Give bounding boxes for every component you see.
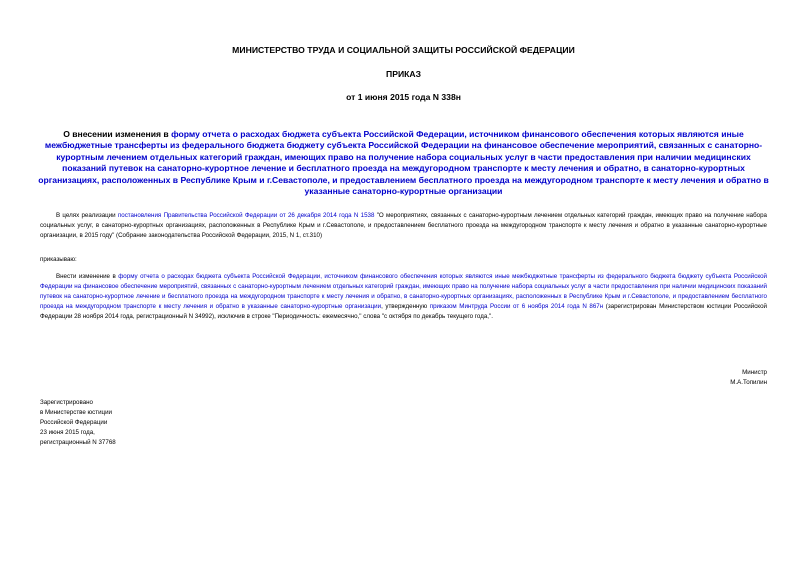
document-type: ПРИКАЗ [386,69,421,79]
body-suffix: (зарегистрирован Министерством юстиции Российской Федерации 28 ноября 2014 года, регистрационный N 34992), исключив в строке "Периодичность: ежемесячно," слова "с октября по декабрь текущего года,". [40,303,767,321]
preamble-resolution-link[interactable]: постановления Правительства Российской Федерации от 26 декабря 2014 года N 1538 [117,212,375,219]
order-verb: приказываю: [40,256,77,263]
body-form-link[interactable]: форму отчета о расходах бюджета субъекта Российской Федерации, источником финансового обеспечения которых являются иные межбюджетные трансферты из федерального бюджета бюджету субъекта Российской Федерации на финансовое обеспечение мероприятий, связанных с санаторно-курортным лечением отдельных категорий граждан, имеющих право на получение набора социальных услуг в части предоставления при наличии медицинских показаний путевок на санаторно-курортное лечение и бесплатного проезда на междугородном транспорте к месту лечения и обратно, в санаторно-курортных организациях, расположенных в Республике Крым и г.Севастополе, и предоставлением бесплатного проезда на междугородном транспорте к месту лечения и обратно в указанные санаторно-курортные организации [40,273,767,311]
registration-line: Зарегистрировано [40,399,93,406]
signature-block [730,368,767,388]
document-title [33,129,774,197]
ministry-name: МИНИСТЕРСТВО ТРУДА И СОЦИАЛЬНОЙ ЗАЩИТЫ РОССИЙСКОЙ ФЕДЕРАЦИИ [232,45,575,55]
signature-name: М.А.Топилин [730,379,767,386]
preamble-suffix: "О мероприятиях, связанных с санаторно-курортным лечением отдельных категорий граждан, имеющих право на получение набора социальных услуг, в санаторно-курортных организациях, расположенных в Республике Крым и г.Севастополе, и предоставлением бесплатного проезда на междугородном транспорте к месту лечения и обратно в указанные санаторно-курортные организации, в 2015 году" (Собрание законодательства Российской Федерации, 2015, N 1, ст.310) [40,212,767,239]
registration-line: регистрационный N 37768 [40,439,116,446]
registration-line: 23 июня 2015 года, [40,429,95,436]
preamble-paragraph [40,211,767,241]
body-prefix: Внести изменение в [56,273,119,280]
signature-position: Министр [742,369,767,376]
preamble-prefix: В целях реализации [56,212,118,219]
order-body-paragraph [40,272,767,322]
registration-block [40,398,116,448]
title-form-link[interactable]: форму отчета о расходах бюджета субъекта Российской Федерации, источником финансового обеспечения которых являются иные межбюджетные трансферты из федерального бюджета бюджету субъекта Российской Федерации на финансовое обеспечение мероприятий, связанных с санаторно-курортным лечением отдельных категорий граждан, имеющих право на получение набора социальных услуг в части предоставления при наличии медицинских показаний путевок на санаторно-курортное лечение и бесплатного проезда на междугородном транспорте к месту лечения и обратно, в санаторно-курортных организациях, расположенных в Республике Крым и г.Севастополе, и предоставлением бесплатного проезда на междугородном транспорте к месту лечения и обратно в указанные санаторно-курортные организации [38,129,769,197]
body-middle: , утвержденную [381,303,430,311]
title-prefix: О внесении изменения в [63,129,172,139]
registration-line: Российской Федерации [40,419,108,426]
document-date-number: от 1 июня 2015 года N 338н [346,92,461,102]
body-order-link[interactable]: приказом Минтруда России от 6 ноября 2014 года N 867н [429,303,604,311]
registration-line: в Министерстве юстиции [40,409,113,416]
